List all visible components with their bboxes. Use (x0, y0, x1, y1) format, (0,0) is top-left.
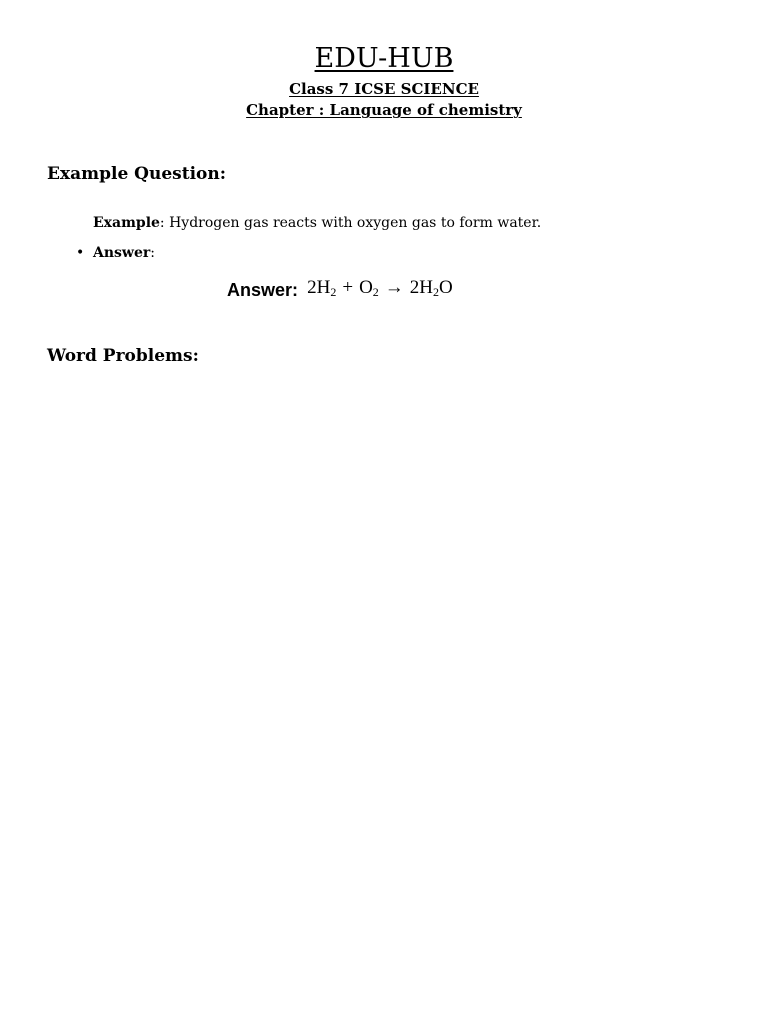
product-symbol-h: H (419, 277, 434, 298)
example-line (93, 213, 541, 233)
example-text: : Hydrogen gas reacts with oxygen gas to form water. (159, 215, 542, 231)
document-title (0, 42, 768, 76)
class-subtitle-text: Class 7 ICSE SCIENCE (289, 80, 479, 98)
reactant1-symbol: H (316, 277, 331, 298)
product-subscript: 2 (433, 285, 440, 299)
equation-body (307, 277, 453, 298)
answer-colon: : (150, 245, 155, 261)
answer-bullet-item (76, 243, 155, 263)
reaction-arrow: → (384, 277, 404, 298)
chemical-equation (227, 274, 453, 306)
reactant1-coefficient: 2 (307, 277, 317, 298)
plus-sign: + (342, 277, 354, 298)
class-subtitle (0, 79, 768, 99)
example-label: Example (93, 215, 160, 231)
answer-label: Answer (93, 245, 151, 261)
title-text: EDU-HUB (314, 43, 454, 74)
word-problems-heading: Word Problems: (47, 346, 199, 366)
bullet-glyph: • (76, 245, 85, 261)
product-symbol-o: O (439, 277, 453, 298)
example-question-heading: Example Question: (47, 164, 227, 184)
product-coefficient: 2 (409, 277, 420, 298)
reactant2-subscript: 2 (372, 285, 379, 299)
chapter-subtitle (0, 100, 768, 120)
chapter-subtitle-text: Chapter : Language of chemistry (246, 101, 522, 119)
reactant2-symbol: O (359, 277, 373, 298)
reactant1-subscript: 2 (330, 285, 337, 299)
equation-label: Answer: (227, 280, 299, 300)
